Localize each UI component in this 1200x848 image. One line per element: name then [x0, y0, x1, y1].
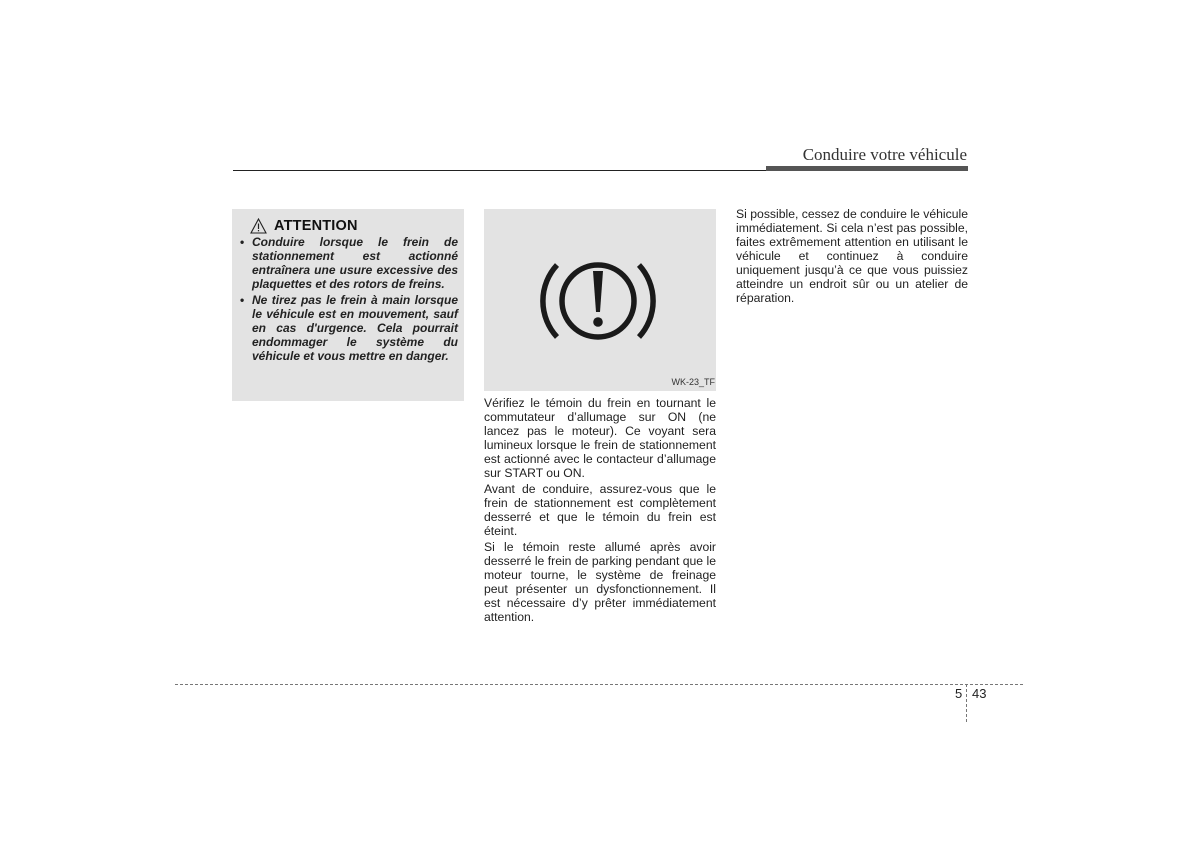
figure-code: WK-23_TF — [671, 377, 715, 387]
page-number: 43 — [972, 686, 987, 701]
right-column-text — [736, 207, 968, 307]
caution-box — [232, 209, 464, 401]
paragraph: Si possible, cessez de conduire le véhicule immédiatement. Si cela n’est pas possible, faites extrêmement attention en utilisant le véhicule et continuez à conduire uniquement jusqu’à ce que vous puissiez atteindre un endroit sûr ou un atelier de réparation. — [736, 207, 968, 305]
caution-item: • Conduire lorsque le frein de stationnement est actionné entraînera une usure excessive des plaquettes et des rotors de freins. — [240, 235, 458, 291]
brake-warning-icon — [540, 251, 656, 351]
footer-rule — [175, 684, 1023, 685]
chapter-number: 5 — [955, 686, 963, 701]
paragraph: Avant de conduire, assurez-vous que le frein de stationnement est complètement desserré et que le témoin du frein est éteint. — [484, 482, 716, 538]
caution-item: • Ne tirez pas le frein à main lorsque le véhicule est en mouvement, sauf en cas d'urgence. Cela pourrait endommager le système du véhicule et vous mettre en danger. — [240, 293, 458, 363]
caution-list — [240, 235, 458, 363]
middle-column-text — [484, 396, 716, 626]
warning-triangle-icon — [250, 218, 267, 234]
brake-warning-figure — [484, 209, 716, 391]
caution-header — [250, 218, 458, 234]
header-bar — [766, 166, 968, 171]
paragraph: Vérifiez le témoin du frein en tournant le commutateur d’allumage sur ON (ne lancez pas le moteur). Ce voyant sera lumineux lorsque le frein de stationnement est actionné avec le contacteur d’allumage sur START ou ON. — [484, 396, 716, 480]
footer-divider — [966, 684, 967, 722]
caution-title: ATTENTION — [274, 218, 358, 234]
paragraph: Si le témoin reste allumé après avoir desserré le frein de parking pendant que le moteur tourne, le système de freinage peut présenter un dysfonctionnement. Il est nécessaire d’y prêter immédiatement attention. — [484, 540, 716, 624]
page-header-title: Conduire votre véhicule — [802, 145, 967, 164]
